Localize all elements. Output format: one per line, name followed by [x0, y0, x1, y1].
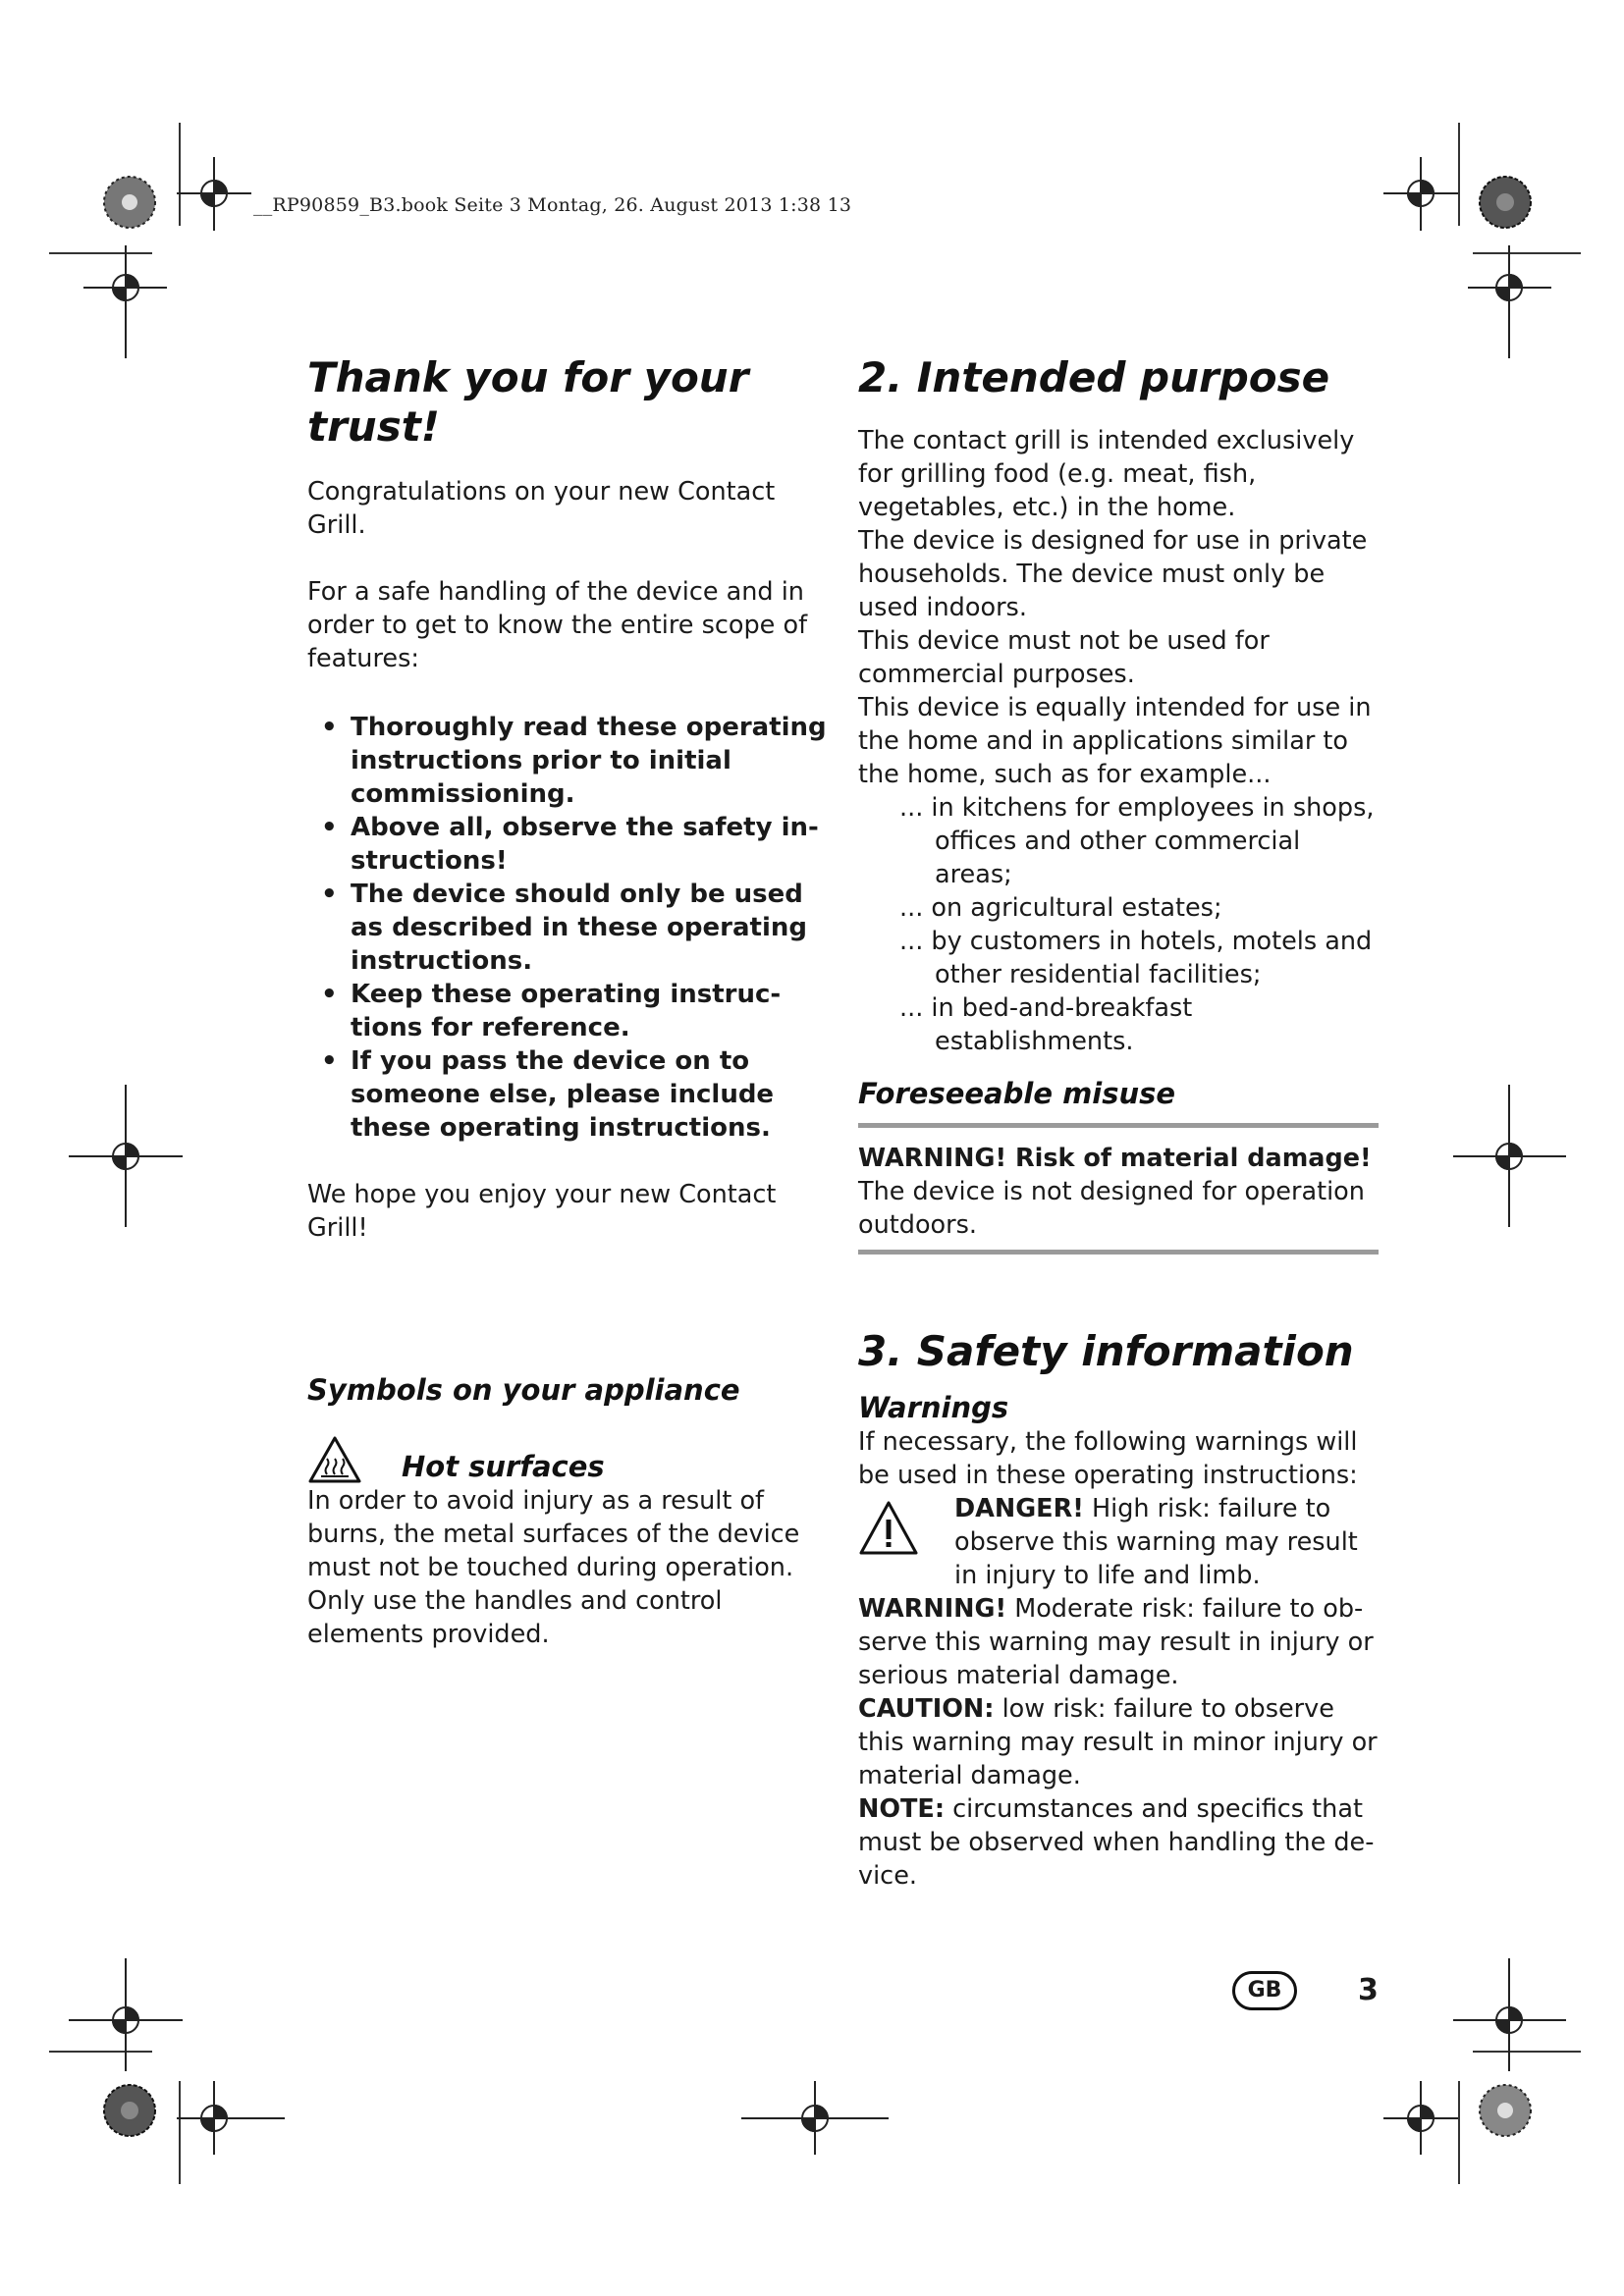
- symbols-heading: Symbols on your appliance: [307, 1373, 740, 1407]
- list-item: ... in bed-and-breakfast establishments.: [899, 993, 1193, 1056]
- danger-text-block: [954, 1492, 1379, 1592]
- reg-target-bc: [741, 2081, 889, 2155]
- hot-surfaces-heading: Hot surfaces: [402, 1450, 605, 1483]
- language-badge: [1232, 1971, 1297, 2010]
- misuse-heading: Foreseeable misuse: [858, 1077, 1176, 1110]
- intro-text: Congratulations on your new Contact Grill.: [307, 477, 776, 540]
- warning-level-text: Moderate risk: failure to observe this warning may result in injury or serious material damage.: [858, 1594, 1374, 1690]
- warnings-intro: If necessary, the following warnings will be used in these operating instructions:: [858, 1427, 1358, 1490]
- warning-level-block: [858, 1592, 1379, 1692]
- left-column: [307, 353, 828, 1651]
- purpose-para-3: This device must not be used for commercial purposes.: [858, 626, 1270, 689]
- hot-surfaces-text: In order to avoid injury as a result of burns, the metal surfaces of the device must not be touched during operation. Only use the handles and control elements provided.: [307, 1486, 800, 1649]
- star-wheel-tl: [104, 177, 155, 228]
- star-wheel-br: [1480, 2085, 1531, 2136]
- purpose-para-1: The contact grill is intended exclusively for grilling food (e.g. meat, fish, vegetables, etc.) in the home.: [858, 426, 1355, 522]
- reg-target-mr: [1453, 1085, 1566, 1227]
- reg-target-tr: [1383, 157, 1458, 231]
- reg-target-ml: [69, 1085, 183, 1227]
- list-item: • Keep these operating instructions for reference.: [307, 978, 828, 1044]
- list-item: • Above all, observe the safety instructions!: [307, 811, 828, 878]
- star-wheel-tr: [1480, 177, 1531, 228]
- purpose-para-4: This device is equally intended for use in the home and in applications similar to the home, such as for example...: [858, 693, 1372, 789]
- reg-target-r1: [1468, 245, 1551, 358]
- list-item: ... in kitchens for employees in shops, offices and other commercial areas;: [899, 793, 1375, 889]
- warning-text: The device is not designed for operation outdoors.: [858, 1177, 1365, 1240]
- warnings-heading: Warnings: [858, 1391, 1009, 1424]
- usage-list: [858, 791, 1379, 1058]
- warning-label: WARNING!: [858, 1594, 1007, 1624]
- gb-badge: GB: [1232, 1971, 1297, 2010]
- purpose-para-2: The device is designed for use in private households. The device must only be used indoors.: [858, 526, 1368, 622]
- warning-title: WARNING! Risk of material damage!: [858, 1144, 1372, 1173]
- warning-triangle-icon: [858, 1500, 919, 1557]
- title-intended-purpose: 2. Intended purpose: [858, 353, 1330, 401]
- reg-target-r2: [1453, 1958, 1566, 2071]
- star-wheel-bl: [104, 2085, 155, 2136]
- handling-text: For a safe handling of the device and in order to get to know the entire scope of features:: [307, 577, 808, 673]
- title-thank-you: Thank you for your trust!: [307, 353, 749, 451]
- list-item: • If you pass the device on to someone else, please include these operating instructions.: [307, 1044, 828, 1145]
- danger-block: [858, 1492, 1379, 1592]
- rule-top: [858, 1123, 1379, 1128]
- hot-surface-icon: [307, 1435, 362, 1484]
- page-number: 3: [1358, 1973, 1379, 2007]
- list-item: ... by customers in hotels, motels and other residential facilities;: [899, 927, 1373, 989]
- reg-target-l2: [69, 1958, 183, 2071]
- rule-bottom: [858, 1250, 1379, 1255]
- list-item: ... on agricultural estates;: [899, 893, 1222, 923]
- note-text: circumstances and specifics that must be observed when handling the device.: [858, 1794, 1375, 1891]
- note-label: NOTE:: [858, 1794, 946, 1824]
- caution-label: CAUTION:: [858, 1694, 995, 1724]
- reg-target-bl: [177, 2081, 285, 2155]
- reg-target-l1: [83, 245, 167, 358]
- list-item: • Thoroughly read these operating instructions prior to initial commissioning.: [307, 711, 828, 811]
- list-item: • The device should only be used as described in these operating instructions.: [307, 878, 828, 978]
- note-block: [858, 1792, 1379, 1893]
- closing-text: We hope you enjoy your new Contact Grill!: [307, 1180, 777, 1243]
- danger-text: High risk: failure to observe this warning may result in injury to life and limb.: [954, 1494, 1358, 1590]
- caution-text: low risk: failure to observe this warning may result in minor injury or material damage.: [858, 1694, 1378, 1790]
- reg-target-tl: [177, 157, 251, 231]
- right-column: [858, 353, 1379, 1893]
- reg-target-br: [1383, 2081, 1458, 2155]
- print-slug: __RP90859_B3.book Seite 3 Montag, 26. August 2013 1:38 13: [253, 194, 852, 216]
- title-safety-information: 3. Safety information: [858, 1327, 1354, 1375]
- instruction-list: [307, 711, 828, 1145]
- caution-block: [858, 1692, 1379, 1792]
- danger-label: DANGER!: [954, 1494, 1084, 1523]
